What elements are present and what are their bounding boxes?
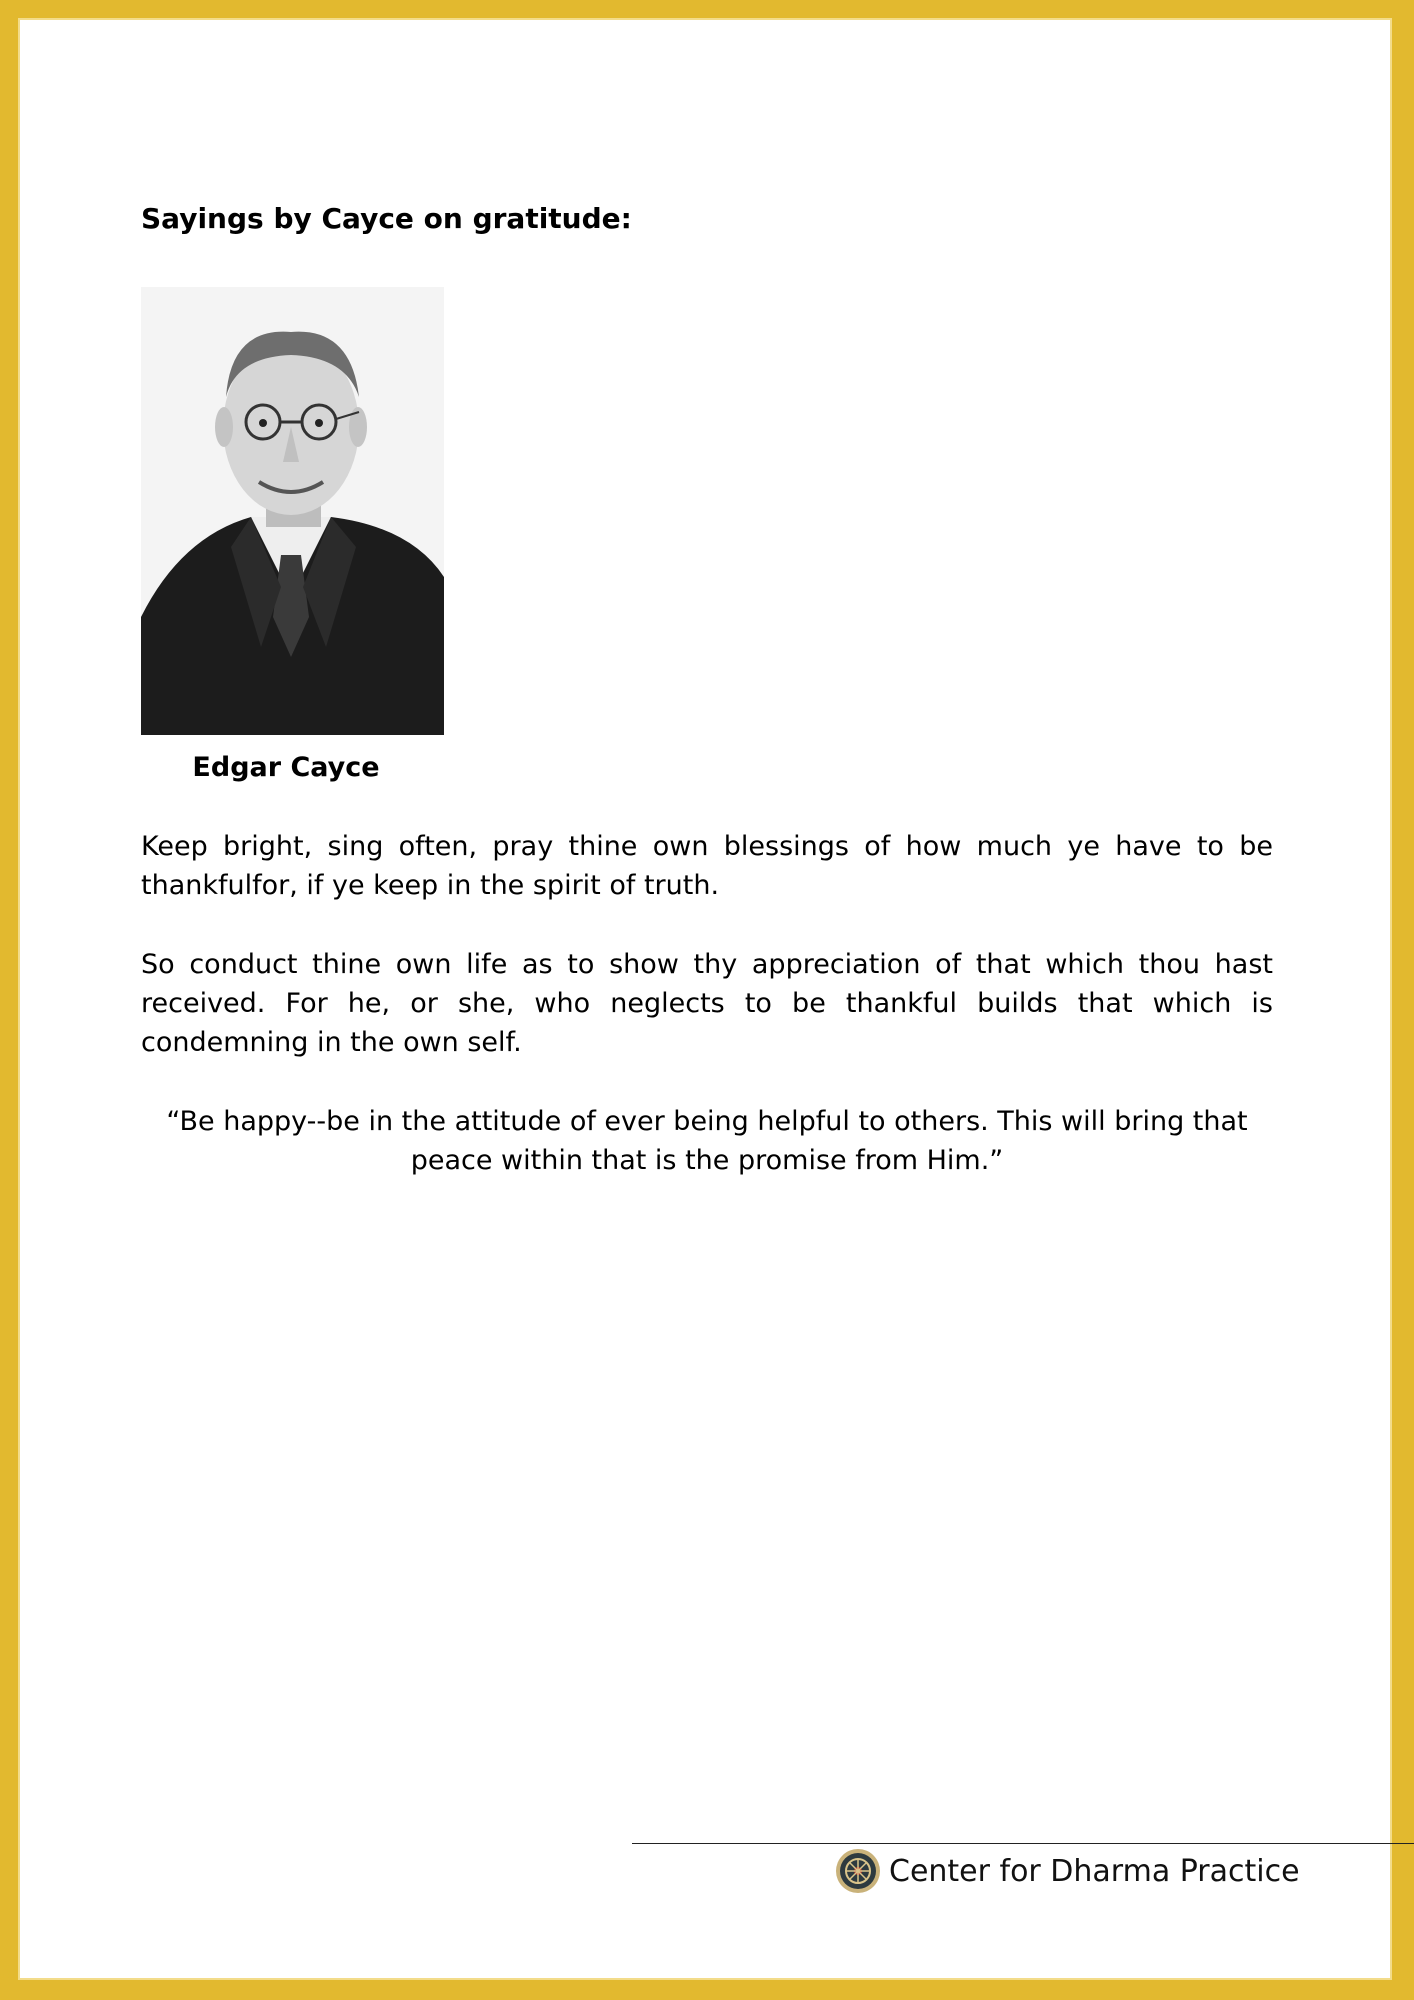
saying-paragraph-2: So conduct thine own life as to show thy appreciation of that which thou hast received. For he, or she, who neglects to be thankful builds that which is condemning in the own self. <box>141 949 1273 1058</box>
footer <box>835 1845 1300 1897</box>
footer-organization-name: Center for Dharma Practice <box>889 1853 1300 1889</box>
footer-divider <box>632 1843 1414 1844</box>
saying-quote: “Be happy--be in the attitude of ever being helpful to others. This will bring that peace within that is the promise from Him.” <box>166 1106 1248 1176</box>
edgar-cayce-portrait <box>141 287 444 735</box>
page-heading: Sayings by Cayce on gratitude: <box>141 202 632 235</box>
portrait-caption: Edgar Cayce <box>192 752 380 783</box>
saying-paragraph-1: Keep bright, sing often, pray thine own blessings of how much ye have to be thankfulfor, if ye keep in the spirit of truth. <box>141 831 1273 901</box>
dharma-wheel-seal-icon <box>835 1848 881 1894</box>
